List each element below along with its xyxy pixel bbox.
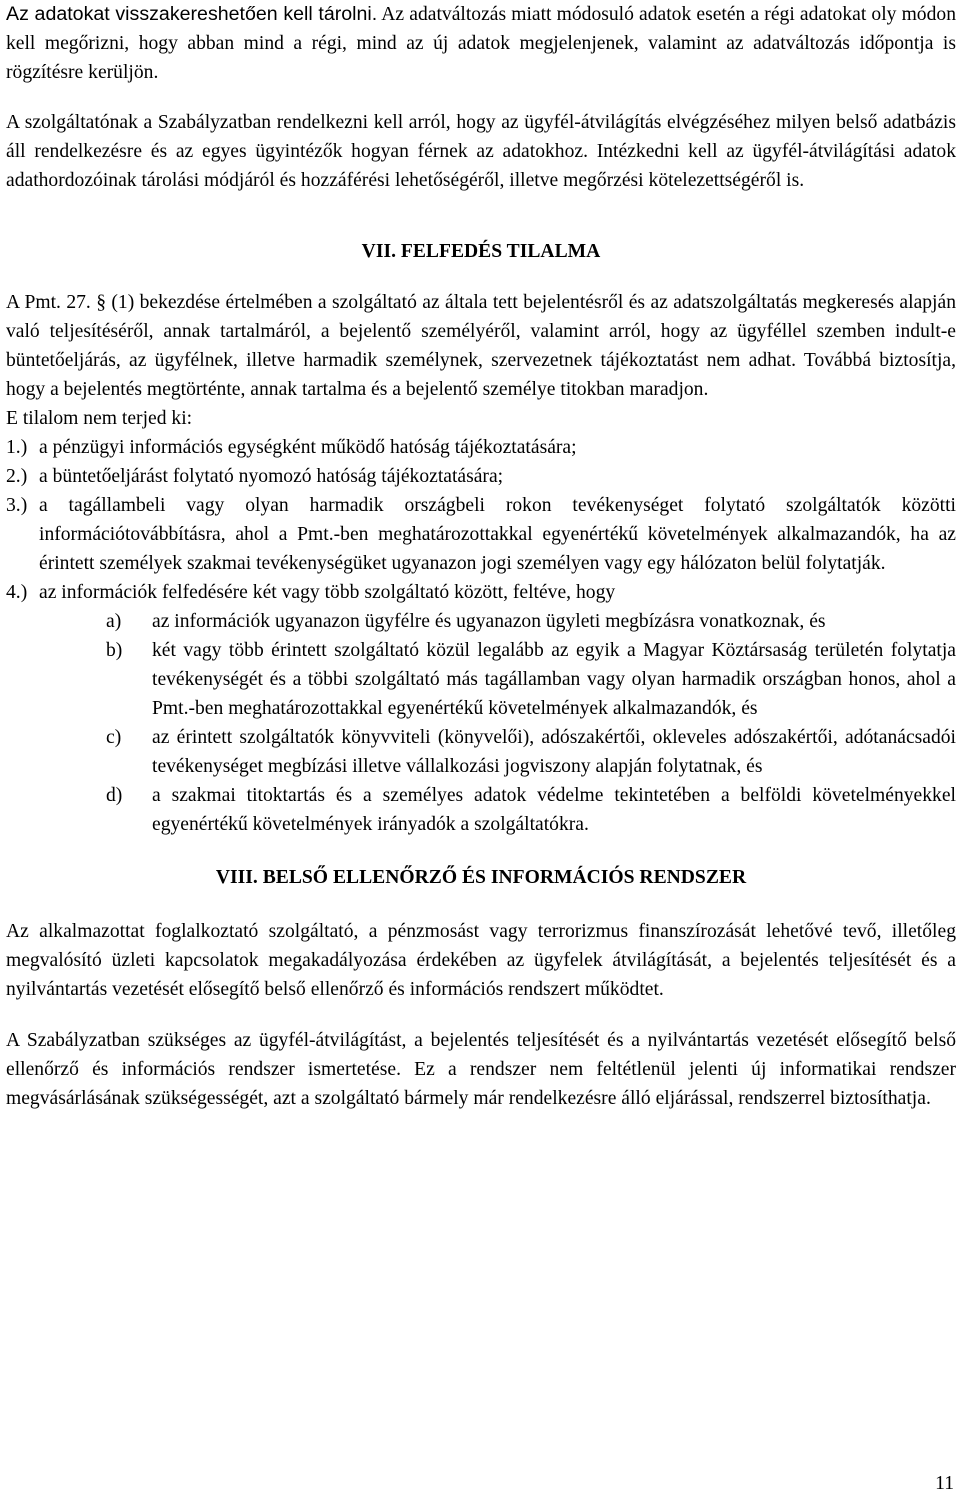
- paragraph-internal-database: [6, 108, 956, 195]
- list-item-text: a tagállambeli vagy olyan harmadik országbeli rokon tevékenységet folytató szolgáltatók közötti információtovábbításra, ahol a Pmt.-ben meghatározottakkal egyenértékű követelmények alkalmazandók, ha az érintett személyek szakmai tevékenységüket ugyanazon jogi személyen vagy egy hálózaton belül folytatják.: [39, 495, 956, 574]
- section-vii-exception-intro: E tilalom nem terjed ki:: [6, 408, 193, 429]
- paragraph-data-retrieval: [6, 0, 956, 87]
- condition-label: b): [106, 640, 123, 661]
- section-heading-vii: VII. FELFEDÉS TILALMA: [361, 241, 601, 262]
- condition-text: a szakmai titoktartás és a személyes adatok védelme tekintetében a belföldi követelményekkel egyenértékű követelmények irányadók a szolgáltatókra.: [152, 785, 956, 835]
- page-number: 11: [935, 1473, 954, 1494]
- section-viii-paragraph-1: Az alkalmazottat foglalkoztató szolgáltató, a pénzmosást vagy terrorizmus finanszírozását lehetővé tevő, illetőleg megvalósító üzleti kapcsolatok megakadályozása érdekében az ügyfelek átvilágítását, a bejelentés teljesítését és a nyilvántartás vezetését elősegítő belső ellenőrző és információs rendszert működtet.: [6, 921, 956, 1000]
- condition-list-item: [6, 723, 956, 781]
- section-heading-viii: VIII. BELSŐ ELLENŐRZŐ ÉS INFORMÁCIÓS RENDSZER: [215, 867, 747, 888]
- condition-text: az érintett szolgáltatók könyvviteli (könyvelői), adószakértői, okleveles adószakértői, adótanácsadói tevékenységet megbízási illetve vállalkozási jogviszony alapján folytatnak, és: [152, 727, 956, 777]
- exception-list-item: [6, 462, 956, 491]
- paragraph-serif-segment: Az adatváltozás miatt módosuló adatok esetén a régi adatokat oly módon kell megőrizni, hogy abban mind a régi, mind az új adatok megjelenjenek, valamint az adatváltozás időpontja is rögzítésre kerüljön.: [6, 4, 956, 83]
- paragraph-segment-tail: Intézkedni kell az ügyfél-átvilágítási adatok adathordozóinak tárolási módjáról és hozzáférési lehetőségéről, illetve megőrzési kötelezettségéről is.: [6, 141, 956, 191]
- exception-list-item: [6, 433, 956, 462]
- condition-label: c): [106, 727, 122, 748]
- list-item-text: az információk felfedésére két vagy több szolgáltató között, feltéve, hogy: [39, 582, 616, 603]
- list-item-number: 3.): [6, 495, 28, 516]
- list-item-number: 1.): [6, 437, 28, 458]
- list-item-text: a büntetőeljárást folytató nyomozó hatóság tájékoztatására;: [39, 466, 504, 487]
- paragraph-sans-segment: Az adatokat visszakereshetően kell tárolni.: [6, 3, 378, 25]
- condition-label: d): [106, 785, 123, 806]
- condition-text: az információk ugyanazon ügyfélre és ugyanazon ügyleti megbízásra vonatkoznak, és: [152, 611, 826, 632]
- list-item-text: a pénzügyi információs egységként működő hatóság tájékoztatására;: [39, 437, 577, 458]
- paragraph-segment: A szolgáltatónak a Szabályzatban rendelkezni kell arról, hogy az ügyfél-átvilágítás elvégzéséhez milyen belső adatbázis áll rendelkezésre és az egyes ügyintézők hogyan férnek az adatokhoz.: [6, 112, 956, 162]
- section-vii-intro: A Pmt. 27. § (1) bekezdése értelmében a szolgáltató az általa tett bejelentésről és az adatszolgáltatás megkeresés alapján való teljesítéséről, annak tartalmáról, a bejelentő személyéről, valamint arról, hogy az ügyféllel szemben indult-e büntetőeljárás, az ügyfélnek, illetve harmadik személynek, szervezetnek tájékoztatást nem adhat. Továbbá biztosítja, hogy a bejelentés megtörténte, annak tartalma és a bejelentő személye titokban maradjon.: [6, 292, 956, 400]
- exception-list-item: [6, 578, 956, 607]
- condition-label: a): [106, 611, 122, 632]
- condition-list-item: [6, 781, 956, 839]
- section-viii-paragraph-2: A Szabályzatban szükséges az ügyfél-átvilágítást, a bejelentés teljesítését és a nyilvántartás vezetését elősegítő belső ellenőrző és információs rendszer ismertetése. Ez a rendszer nem feltétlenül jelenti új informatikai rendszer megvásárlásának szükségességét, azt a szolgáltató bármely már rendelkezésre álló eljárással, rendszerrel biztosíthatja.: [6, 1030, 956, 1109]
- condition-list-item: [6, 636, 956, 723]
- list-item-number: 2.): [6, 466, 28, 487]
- exception-list-item: [6, 491, 956, 578]
- condition-text: két vagy több érintett szolgáltató közül legalább az egyik a Magyar Köztársaság területén folytatja tevékenységét és a többi szolgáltató más tagállamban vagy olyan harmadik országban honos, ahol a Pmt.-ben meghatározottakkal egyenértékű követelmények alkalmazandók, és: [152, 640, 956, 719]
- document-page: [6, 0, 956, 1113]
- condition-list-item: [6, 607, 956, 636]
- list-item-number: 4.): [6, 582, 28, 603]
